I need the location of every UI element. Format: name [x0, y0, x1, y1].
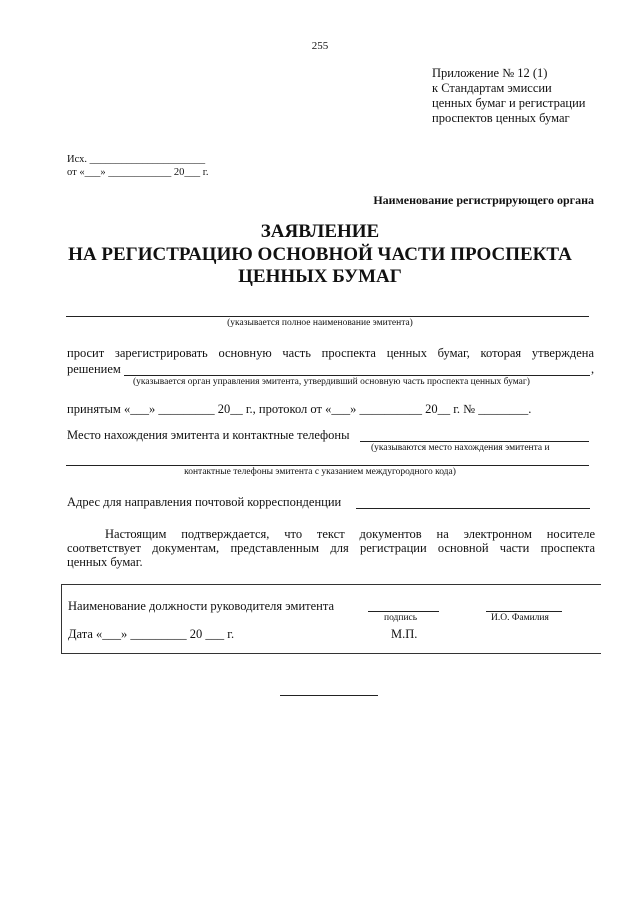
confirmation-text: Настоящим подтверждается, что текст документов на электронном носителе	[105, 527, 595, 541]
full-name-caption: И.О. Фамилия	[491, 613, 549, 623]
signature-caption: подпись	[384, 613, 418, 623]
mailing-address-field[interactable]	[356, 508, 590, 509]
outgoing-number-field[interactable]: Исх. ______________________	[67, 154, 206, 165]
signature-date-field[interactable]: Дата «___» _________ 20 ___ г.	[68, 627, 235, 641]
page-number: 255	[311, 40, 329, 52]
request-text: просит зарегистрировать основную часть проспекта ценных бумаг, которая утверждена	[67, 346, 594, 360]
document-title: НА РЕГИСТРАЦИЮ ОСНОВНОЙ ЧАСТИ ПРОСПЕКТА	[68, 244, 572, 265]
confirmation-text: ценных бумаг.	[67, 555, 143, 569]
appendix-line: к Стандартам эмиссии	[432, 81, 552, 95]
outgoing-date-field[interactable]: от «___» ____________ 20___ г.	[67, 167, 209, 178]
approving-body-field[interactable]	[124, 375, 590, 376]
appendix-reference	[432, 66, 585, 126]
full-name-field[interactable]	[486, 611, 562, 612]
adoption-details-field[interactable]: принятым «___» _________ 20__ г., протокол от «___» __________ 20__ г. № ________.	[67, 402, 532, 416]
request-comma: ,	[591, 362, 595, 376]
outgoing-reference	[67, 153, 208, 179]
issuer-name-caption: (указывается полное наименование эмитента)	[227, 318, 413, 328]
position-label: Наименование должности руководителя эмитента	[68, 599, 335, 613]
contact-phones-caption: контактные телефоны эмитента с указанием междугородного кода)	[184, 467, 456, 477]
location-field[interactable]	[360, 441, 589, 442]
document-title: ЗАЯВЛЕНИЕ	[260, 221, 380, 242]
location-caption: (указываются место нахождения эмитента и	[371, 443, 550, 453]
registering-authority-label: Наименование регистрирующего органа	[373, 193, 594, 207]
location-label: Место нахождения эмитента и контактные телефоны	[67, 428, 350, 442]
appendix-line: проспектов ценных бумаг	[432, 111, 570, 125]
stamp-label: М.П.	[391, 627, 418, 641]
appendix-line: Приложение № 12 (1)	[432, 66, 548, 80]
signature-field[interactable]	[368, 611, 439, 612]
approving-body-caption: (указывается орган управления эмитента, утвердивший основную часть проспекта ценных бумаг)	[133, 377, 530, 387]
issuer-name-field[interactable]	[66, 316, 589, 317]
mailing-address-label: Адрес для направления почтовой корреспонденции	[67, 495, 342, 509]
confirmation-text: соответствует документам, представленным для регистрации основной части проспекта	[67, 541, 595, 555]
document-title: ЦЕННЫХ БУМАГ	[238, 266, 402, 287]
request-decision-label: решением	[67, 362, 121, 376]
footer-divider	[280, 695, 378, 696]
contact-phones-field[interactable]	[66, 465, 589, 466]
appendix-line: ценных бумаг и регистрации	[432, 96, 586, 110]
